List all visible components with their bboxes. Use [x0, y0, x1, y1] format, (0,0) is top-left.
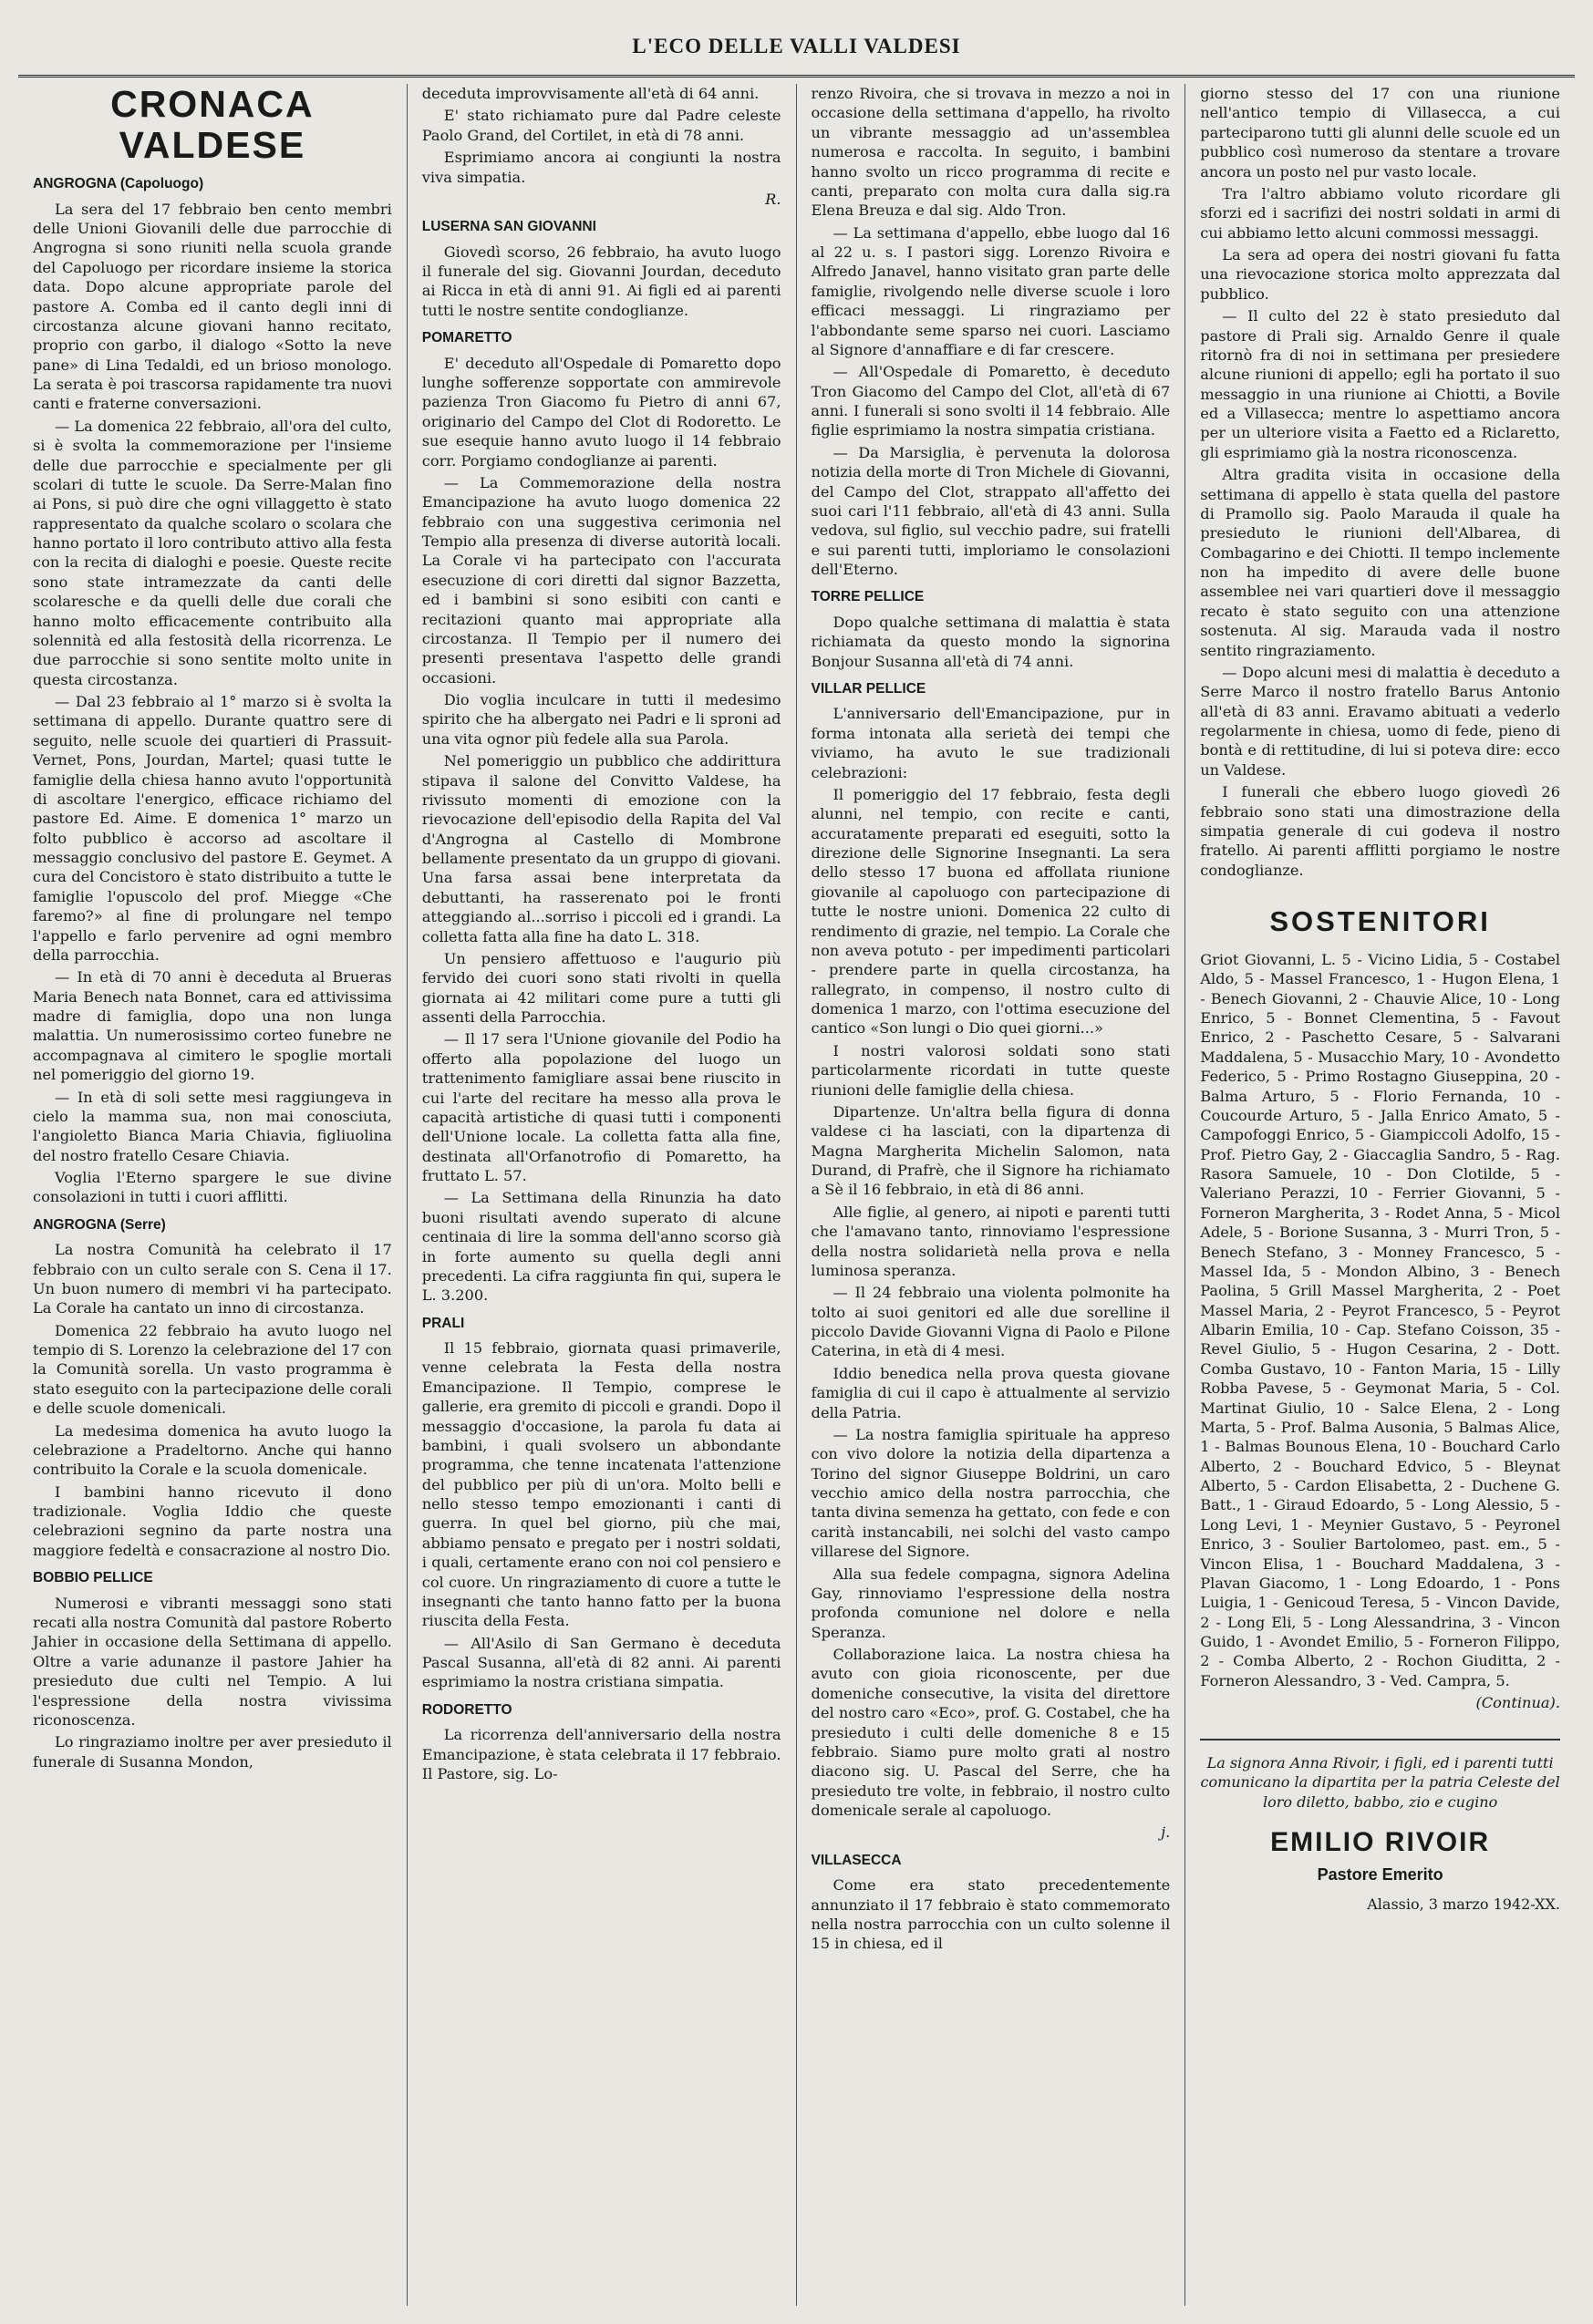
- article-paragraph: Il pomeriggio del 17 febbraio, festa degli alunni, nel tempio, con recite e canti, accuratamente preparati ed eseguiti, sotto la direzione delle Signorine Insegnanti. La sera dello stesso 17 buona ed affollata riunione giovanile al capoluogo con partecipazione di tutte le nostre unioni. Domenica 22 culto di rendimento di grazie, nel tempio. La Corale che non aveva potuto - per impedimenti particolari - prendere parte in quella circostanza, ha rallegrato, in compenso, il nostro culto di domenica 1 marzo, con l'ottima esecuzione del cantico «Son lungi o Dio quei giorni...»: [811, 785, 1171, 1038]
- column-1: [18, 84, 408, 2306]
- article-paragraph: La ricorrenza dell'anniversario della nostra Emancipazione, è stata celebrata il 17 febbraio. Il Pastore, sig. Lo-: [421, 1726, 781, 1783]
- article-paragraph: Numerosi e vibranti messaggi sono stati recati alla nostra Comunità dal pastore Roberto Jahier in occasione della Settimana di appello. Oltre a varie adunanze il pastore Jahier ha presieduto due culti nel Tempio. A lui l'espressione della nostra vivissima riconoscenza.: [33, 1594, 392, 1729]
- article-heading: POMARETTO: [421, 330, 512, 346]
- notice-name: EMILIO RIVOIR: [1270, 1827, 1491, 1858]
- column-2-body: [422, 84, 781, 1783]
- notice-place: Alassio, 3 marzo 1942-XX.: [1367, 1895, 1560, 1914]
- article-heading: RODORETTO: [421, 1701, 512, 1718]
- article-heading: PRALI: [421, 1315, 465, 1331]
- article-paragraph: La sera ad opera dei nostri giovani fu fatta una rievocazione storica molto apprezzata dal pubblico.: [1200, 246, 1560, 303]
- article-paragraph: Nel pomeriggio un pubblico che addirittura stipava il salone del Convitto Valdese, ha rivissuto momenti di emozione con la rievocazione dell'episodio della Rapita del Val d'Angrogna al Castello di Mombrone bellamente presentato da un gruppo di giovani. Una farsa assai bene interpretata da debuttanti, ha rasserenato poi le fronti atteggiando al...sorriso i piccoli ed i grandi. La colletta fatta alla fine ha dato L. 318.: [421, 752, 781, 945]
- article-paragraph: Alla sua fedele compagna, signora Adelina Gay, rinnoviamo l'espressione della nostra profonda comunione nel dolore e nella Speranza.: [811, 1565, 1171, 1641]
- article-paragraph: I funerali che ebbero luogo giovedì 26 febbraio sono stati una dimostrazione della simpatia generale di cui godeva il nostro fratello. Ai parenti afflitti porgiamo le nostre condoglianze.: [1200, 783, 1560, 879]
- sostenitori-title: SOSTENITORI: [1269, 905, 1491, 937]
- article-heading: BOBBIO PELLICE: [33, 1570, 153, 1586]
- article-paragraph: deceduta improvvisamente all'età di 64 anni.: [421, 85, 760, 102]
- article-paragraph: La medesima domenica ha avuto luogo la celebrazione a Pradeltorno. Anche qui hanno contribuito la Corale e la scuola domenicale.: [33, 1421, 392, 1479]
- article-paragraph: Lo ringraziamo inoltre per aver presieduto il funerale di Susanna Mondon,: [33, 1733, 392, 1771]
- article-heading: ANGROGNA (Serre): [33, 1216, 166, 1233]
- article-paragraph: — La domenica 22 febbraio, all'ora del culto, si è svolta la commemorazione per l'insieme delle due parrocchie e specialmente per gli scolari di tutte le scuole. Da Serre-Malan fino ai Pons, si può dire che ogni villaggetto è stato rappresentato da qualche scolaro o scolara che hanno portato il loro contributo attivo alla festa con la recita di dialoghi e poesie. Queste recite sono state intramezzate da canti delle scolaresche e da quelli delle due corali che hanno molto efficacemente contribuito alla solennità ed alla festosità della ricorrenza. Le due parrocchie si sono sentite molto unite in questa circostanza.: [33, 417, 392, 688]
- article-paragraph: Dopo qualche settimana di malattia è stata richiamata da questo mondo la signorina Bonjour Susanna all'età di 74 anni.: [811, 613, 1171, 670]
- article-paragraph: Tra l'altro abbiamo voluto ricordare gli sforzi ed i sacrifizi dei nostri soldati in armi di cui abbiamo letto alcuni commossi messaggi.: [1200, 184, 1560, 242]
- column-4-body: [1200, 84, 1560, 880]
- article-paragraph: — La settimana d'appello, ebbe luogo dal 16 al 22 u. s. I pastori sigg. Lorenzo Rivoira e Alfredo Janavel, hanno visitato gran parte delle famiglie, rivolgendo nelle diverse scuole i loro efficaci messaggi. Li ringraziamo per l'abbondante seme sparso nei cuori. Lasciamo al Signore d'annaffiare e di far crescere.: [811, 223, 1171, 358]
- article-paragraph: I bambini hanno ricevuto il dono tradizionale. Voglia Iddio che queste celebrazioni segnino da parte nostra una maggiore fedeltà e consacrazione al nostro Dio.: [33, 1482, 392, 1559]
- death-notice: [1200, 1739, 1560, 1915]
- article-paragraph: Altra gradita visita in occasione della settimana di appello è stata quella del pastore di Pramollo sig. Paolo Marauda il quale ha presieduto le riunioni dell'Albarea, di Combagarino e dei Chiotti. Il tempo inclemente non ha impedito di avere delle buone assemblee nei vari quartieri dove il messaggio recato è stato seguito con una attenzione sostenuta. Al sig. Marauda vada il nostro sentito ringraziamento.: [1200, 466, 1560, 659]
- article-paragraph: Alle figlie, al genero, ai nipoti e parenti tutti che l'amavano tanto, rinnoviamo l'espressione della nostra solidarietà nella prova e nella luminosa speranza.: [811, 1203, 1171, 1279]
- article-paragraph: — Il 24 febbraio una violenta polmonite ha tolto ai suoi genitori ed alle due sorelline il piccolo Davide Giovanni Vigna di Paolo e Pilone Caterina, in età di 4 mesi.: [811, 1284, 1171, 1360]
- article-heading: LUSERNA SAN GIOVANNI: [421, 219, 596, 235]
- article-paragraph: Esprimiamo ancora ai congiunti la nostra viva simpatia.: [421, 149, 781, 186]
- article-paragraph: — In età di 70 anni è deceduta al Brueras Maria Benech nata Bonnet, cara ed attivissima madre di famiglia, dopo una non lunga malattia. Un numerosissimo corteo funebre ne accompagnava al cimitero le spoglie mortali nel pomeriggio del giorno 19.: [33, 968, 392, 1084]
- article-paragraph: — In età di soli sette mesi raggiungeva in cielo la mamma sua, non mai conosciuta, l'angioletto Bianca Maria Chiavia, figliuolina del nostro fratello Cesare Chiavia.: [33, 1088, 392, 1164]
- column-1-body: [33, 175, 392, 1771]
- article-paragraph: — All'Asilo di San Germano è deceduta Pascal Susanna, all'età di 82 anni. Ai parenti esprimiamo la nostra cristiana simpatia.: [421, 1634, 781, 1691]
- article-paragraph: Dio voglia inculcare in tutti il medesimo spirito che ha albergato nei Padri e li sproni ad una vita ognor più fedele alla sua Parola.: [421, 691, 781, 748]
- notice-role: Pastore Emerito: [1317, 1864, 1443, 1884]
- article-paragraph: E' deceduto all'Ospedale di Pomaretto dopo lunghe sofferenze sopportate con ammirevole pazienza Tron Giacomo fu Pietro di anni 67, originario del Campo del Clot di Rodoretto. Le sue esequie hanno avuto luogo il 14 febbraio corr. Porgiamo condoglianze ai parenti.: [421, 354, 781, 470]
- article-paragraph: E' stato richiamato pure dal Padre celeste Paolo Grand, del Cortilet, in età di 78 anni.: [421, 107, 781, 144]
- article-paragraph: Il 15 febbraio, giornata quasi primaverile, venne celebrata la Festa della nostra Emancipazione. Il Tempio, comprese le gallerie, era gremito di piccoli e grandi. Dopo il messaggio d'occasione, la parola fu data ai bambini, i quali svolsero un abbondante programma, che tenne incatenata l'attenzione del pubblico per più di un'ora. Molto belli e nello stesso tempo emozionanti i canti di guerra. In quel bel giorno, più che mai, abbiamo pensato e pregato per i nostri soldati, i quali, certamente erano con noi col pensiero e col cuore. Un ringraziamento di cuore a tutte le insegnanti che tanto hanno fatto per la buona riuscita della Festa.: [421, 1339, 781, 1630]
- article-paragraph: Voglia l'Eterno spargere le sue divine consolazioni in tutti i cuori afflitti.: [33, 1169, 392, 1206]
- article-heading: TORRE PELLICE: [811, 589, 925, 605]
- article-paragraph: — Dopo alcuni mesi di malattia è deceduto a Serre Marco il nostro fratello Barus Antonio all'età di 83 anni. Eravamo abituati a vederlo regolarmente in chiesa, uomo di fede, pieno di bontà e di rettitudine, di lui si poteva dire: ecco un Valdese.: [1200, 663, 1560, 779]
- column-4: [1185, 84, 1575, 2306]
- section-title-cronaca: CRONACA VALDESE: [110, 84, 315, 167]
- article-heading: VILLASECCA: [811, 1852, 902, 1868]
- column-2: [408, 84, 797, 2306]
- article-paragraph: Come era stato precedentemente annunziato il 17 febbraio è stato commemorato nella nostra parrocchia con un culto solenne il 15 in chiesa, ed il: [811, 1876, 1171, 1953]
- article-paragraph: I nostri valorosi soldati sono stati particolarmente ricordati in tutte queste riunioni delle famiglie della chiesa.: [811, 1041, 1171, 1099]
- sostenitori-continua: (Continua).: [1475, 1694, 1560, 1712]
- columns: [18, 84, 1575, 2306]
- article-heading: ANGROGNA (Capoluogo): [33, 176, 204, 192]
- article-paragraph: Collaborazione laica. La nostra chiesa ha avuto con gioia riconoscente, per due domeniche consecutive, la visita del direttore del nostro caro «Eco», prof. G. Costabel, che ha presieduto i culti delle domeniche 8 e 15 febbraio. Siamo pure molto grati al nostro diacono sig. U. Pascal del Serre, che ha presieduto tre volte, in febbraio, il nostro culto domenicale serale al capoluogo.: [811, 1646, 1171, 1820]
- article-signature: R.: [765, 190, 781, 208]
- article-paragraph: Un pensiero affettuoso e l'augurio più fervido dei cuori sono stati rivolti in quella giornata ai 42 militari come pure a tutti gli assenti della Parrocchia.: [421, 949, 781, 1027]
- column-3: [797, 84, 1186, 2306]
- sostenitori-list: Griot Giovanni, L. 5 - Vicino Lidia, 5 - Costabel Aldo, 5 - Massel Francesco, 1 - Hugon Elena, 1 - Benech Giovanni, 2 - Chauvie Alice, 10 - Long Enrico, 5 - Bonnet Clementina, 5 - Favout Enrico, 2 - Paschetto Cesare, 5 - Salvarani Maddalena, 5 - Musacchio Mary, 10 - Avondetto Federico, 5 - Primo Rostagno Giuseppina, 20 - Balma Arturo, 5 - Florio Fernanda, 10 - Coucourde Arturo, 5 - Jalla Enrico Amato, 5 - Campofoggi Enrico, 5 - Giampiccoli Adolfo, 15 - Prof. Pietro Gay, 2 - Giaccaglia Sandro, 5 - Rag. Rasora Samuele, 10 - Don Clotilde, 5 - Valeriano Perazzi, 10 - Ferrier Giovanni, 5 - Forneron Margherita, 3 - Rodet Anna, 5 - Micol Adele, 5 - Borione Susanna, 3 - Murri Tron, 5 - Benech Stefano, 3 - Monney Francesco, 5 - Massel Ida, 5 - Mondon Albino, 3 - Benech Paolina, 5 Grill Massel Margherita, 2 - Poet Massel Maria, 2 - Peyrot Francesco, 5 - Peyrot Albarin Emilia, 10 - Cap. Stefano Coisson, 35 - Revel Giulio, 5 - Hugon Cesarina, 2 - Dott. Comba Gustavo, 10 - Fanton Maria, 15 - Lilly Robba Pavese, 5 - Geymonat Maria, 5 - Col. Martinat Giulio, 10 - Salce Elena, 2 - Long Marta, 5 - Prof. Balma Ausonia, 5 Balmas Alice, 1 - Balmas Bounous Elena, 10 - Bouchard Carlo Alberto, 2 - Bouchard Edvico, 5 - Bleynat Alberto, 5 - Cardon Elisabetta, 2 - Duchene G. Batt., 1 - Giraud Edoardo, 5 - Long Alessio, 5 - Long Levi, 1 - Meynier Gustavo, 5 - Peyronel Enrico, 3 - Soulier Bartolomeo, past. em., 5 - Vincon Elisa, 1 - Bouchard Maddalena, 3 - Plavan Giacomo, 1 - Long Edoardo, 1 - Pons Luigia, 1 - Genicoud Teresa, 5 - Vincon Davide, 2 - Long Eli, 5 - Long Alessandrina, 3 - Vincon Guido, 1 - Avondet Emilio, 5 - Forneron Filippo, 2 - Comba Alberto, 2 - Rochon Giuditta, 2 - Forneron Alessandro, 3 - Ved. Campra, 5.: [1200, 950, 1560, 1689]
- article-signature: j.: [1161, 1823, 1171, 1842]
- article-paragraph: Domenica 22 febbraio ha avuto luogo nel tempio di S. Lorenzo la celebrazione del 17 con la Comunità sorella. Un vasto programma è stato eseguito con la partecipazione delle corali e delle scuole domenicali.: [33, 1321, 392, 1418]
- article-paragraph: Dipartenze. Un'altra bella figura di donna valdese ci ha lasciati, con la dipartenza di Magna Margherita Michelin Salomon, nata Durand, di Prafrè, che il Signore ha richiamato a Sè il 16 febbraio, in età di 86 anni.: [811, 1102, 1171, 1199]
- article-paragraph: — La Commemorazione della nostra Emancipazione ha avuto luogo domenica 22 febbraio con una suggestiva cerimonia nel Tempio alla presenza di diverse autorità locali. La Corale vi ha partecipato con l'accurata esecuzione di cori diretti dal signor Bazzetta, ed i bambini si sono esibiti con canti e recitazioni quanto mai appropriate alla circostanza. Il Tempio per il numero dei presenti presentava l'aspetto delle grandi occasioni.: [421, 473, 781, 687]
- article-paragraph: — Il 17 sera l'Unione giovanile del Podio ha offerto alla popolazione del luogo un trattenimento famigliare assai bene riuscito in cui l'arte del recitare ha messo alla prova le capacità artistiche di quasi tutti i componenti dell'Unione locale. La colletta fatta alla fine, destinata all'Orfanotrofio di Pomaretto, ha fruttato L. 57.: [421, 1030, 781, 1185]
- column-3-body: [812, 84, 1171, 1954]
- article-paragraph: Giovedì scorso, 26 febbraio, ha avuto luogo il funerale del sig. Giovanni Jourdan, deceduto ai Ricca in età di anni 91. Ai figli ed ai parenti tutti le nostre sentite condoglianze.: [421, 243, 781, 319]
- article-paragraph: Iddio benedica nella prova questa giovane famiglia di cui il capo è attualmente al servizio della Patria.: [811, 1364, 1171, 1421]
- article-paragraph: giorno stesso del 17 con una riunione nell'antico tempio di Villasecca, a cui parteciparono tutti gli alunni delle scuole ed un pubblico così numeroso da stentare a trovare ancora un posto nel pur vasto locale.: [1200, 85, 1560, 181]
- article-paragraph: — All'Ospedale di Pomaretto, è deceduto Tron Giacomo del Campo del Clot, all'età di 67 anni. I funerali si sono svolti il 14 febbraio. Alle figlie esprimiamo la nostra simpatia cristiana.: [811, 363, 1171, 439]
- article-paragraph: — La Settimana della Rinunzia ha dato buoni risultati avendo superato di alcune centinaia di lire la somma dell'anno scorso già in forte aumento su quella degli anni precedenti. La cifra raggiunta fin qui, supera le L. 3.200.: [421, 1189, 781, 1305]
- article-paragraph: L'anniversario dell'Emancipazione, pur in forma intonata alla serietà dei tempi che viviamo, ha avuto le sue tradizionali celebrazioni:: [811, 705, 1171, 781]
- masthead: L'ECO DELLE VALLI VALDESI: [18, 35, 1575, 77]
- article-heading: VILLAR PELLICE: [811, 680, 926, 697]
- article-paragraph: — Il culto del 22 è stato presieduto dal pastore di Prali sig. Arnaldo Genre il quale ritornò fra di noi in settimana per presiedere alcune riunioni di appello; egli ha portato il suo messaggio in una riunione ai Chiotti, a Bovile ed a Villasecca; mentre lo aspettiamo ancora per un ulteriore visita a Faetto ed a Riclaretto, gli esprimiamo già la nostra riconoscenza.: [1200, 307, 1560, 461]
- article-paragraph: — Dal 23 febbraio al 1° marzo si è svolta la settimana di appello. Durante quattro sere di seguito, nelle scuole dei quartieri di Prassuit-Vernet, Pons, Jourdan, Martel; quasi tutte le famiglie della chiesa hanno avuto l'opportunità di ascoltare l'energico, efficace richiamo del pastore Ed. Aime. E domenica 1° marzo un folto pubblico è accorso ad ascoltare il messaggio conclusivo del pastore E. Geymet. A cura del Concistoro è stato distribuito a tutte le famiglie l'opuscolo del prof. Miegge «Che faremo?» al fine di prolungare nel tempo l'appello e farlo pervenire ad ogni membro della parrocchia.: [33, 693, 392, 964]
- article-paragraph: — Da Marsiglia, è pervenuta la dolorosa notizia della morte di Tron Michele di Giovanni, del Campo del Clot, strappato all'affetto dei suoi cari l'11 febbraio, all'età di 43 anni. Sulla vedova, sul figlio, sul vecchio padre, sui fratelli e sui parenti tutti, imploriamo le consolazioni dell'Eterno.: [811, 443, 1171, 578]
- article-paragraph: renzo Rivoira, che si trovava in mezzo a noi in occasione della settimana d'appello, ha rivolto un vibrante messaggio ad un'assemblea numerosa e raccolta. In seguito, i bambini hanno svolto un ricco programma di recite e canti, preparato con molta cura dalla sig.ra Elena Breuza e dal sig. Aldo Tron.: [811, 85, 1171, 220]
- article-paragraph: — La nostra famiglia spirituale ha appreso con vivo dolore la notizia della dipartenza a Torino del signor Giuseppe Boldrini, un caro vecchio amico della nostra parrocchia, che tanta divina semenza ha gettato, con fede e con carità instancabili, nei solchi del vasto campo villarese del Signore.: [811, 1425, 1171, 1561]
- notice-text: La signora Anna Rivoir, i figli, ed i parenti tutti comunicano la dipartita per la patria Celeste del loro diletto, babbo, zio e cugino: [1200, 1753, 1560, 1811]
- article-paragraph: La sera del 17 febbraio ben cento membri delle Unioni Giovanili delle due parrocchie di Angrogna si sono riuniti nella scuola grande del Capoluogo per ricordare insieme la storica data. Dopo alcune appropriate parole del pastore A. Comba ed il canto degli inni di circostanza alcune giovani hanno recitato, proprio con garbo, il dialogo «Sotto la neve pane» di Lina Tedaldi, ed un brioso monologo. La serata è poi trascorsa rapidamente tra nuovi canti e fraterne conversazioni.: [33, 200, 392, 413]
- article-paragraph: La nostra Comunità ha celebrato il 17 febbraio con un culto serale con S. Cena il 17. Un buon numero di membri vi ha partecipato. La Corale ha cantato un inno di circostanza.: [33, 1241, 392, 1317]
